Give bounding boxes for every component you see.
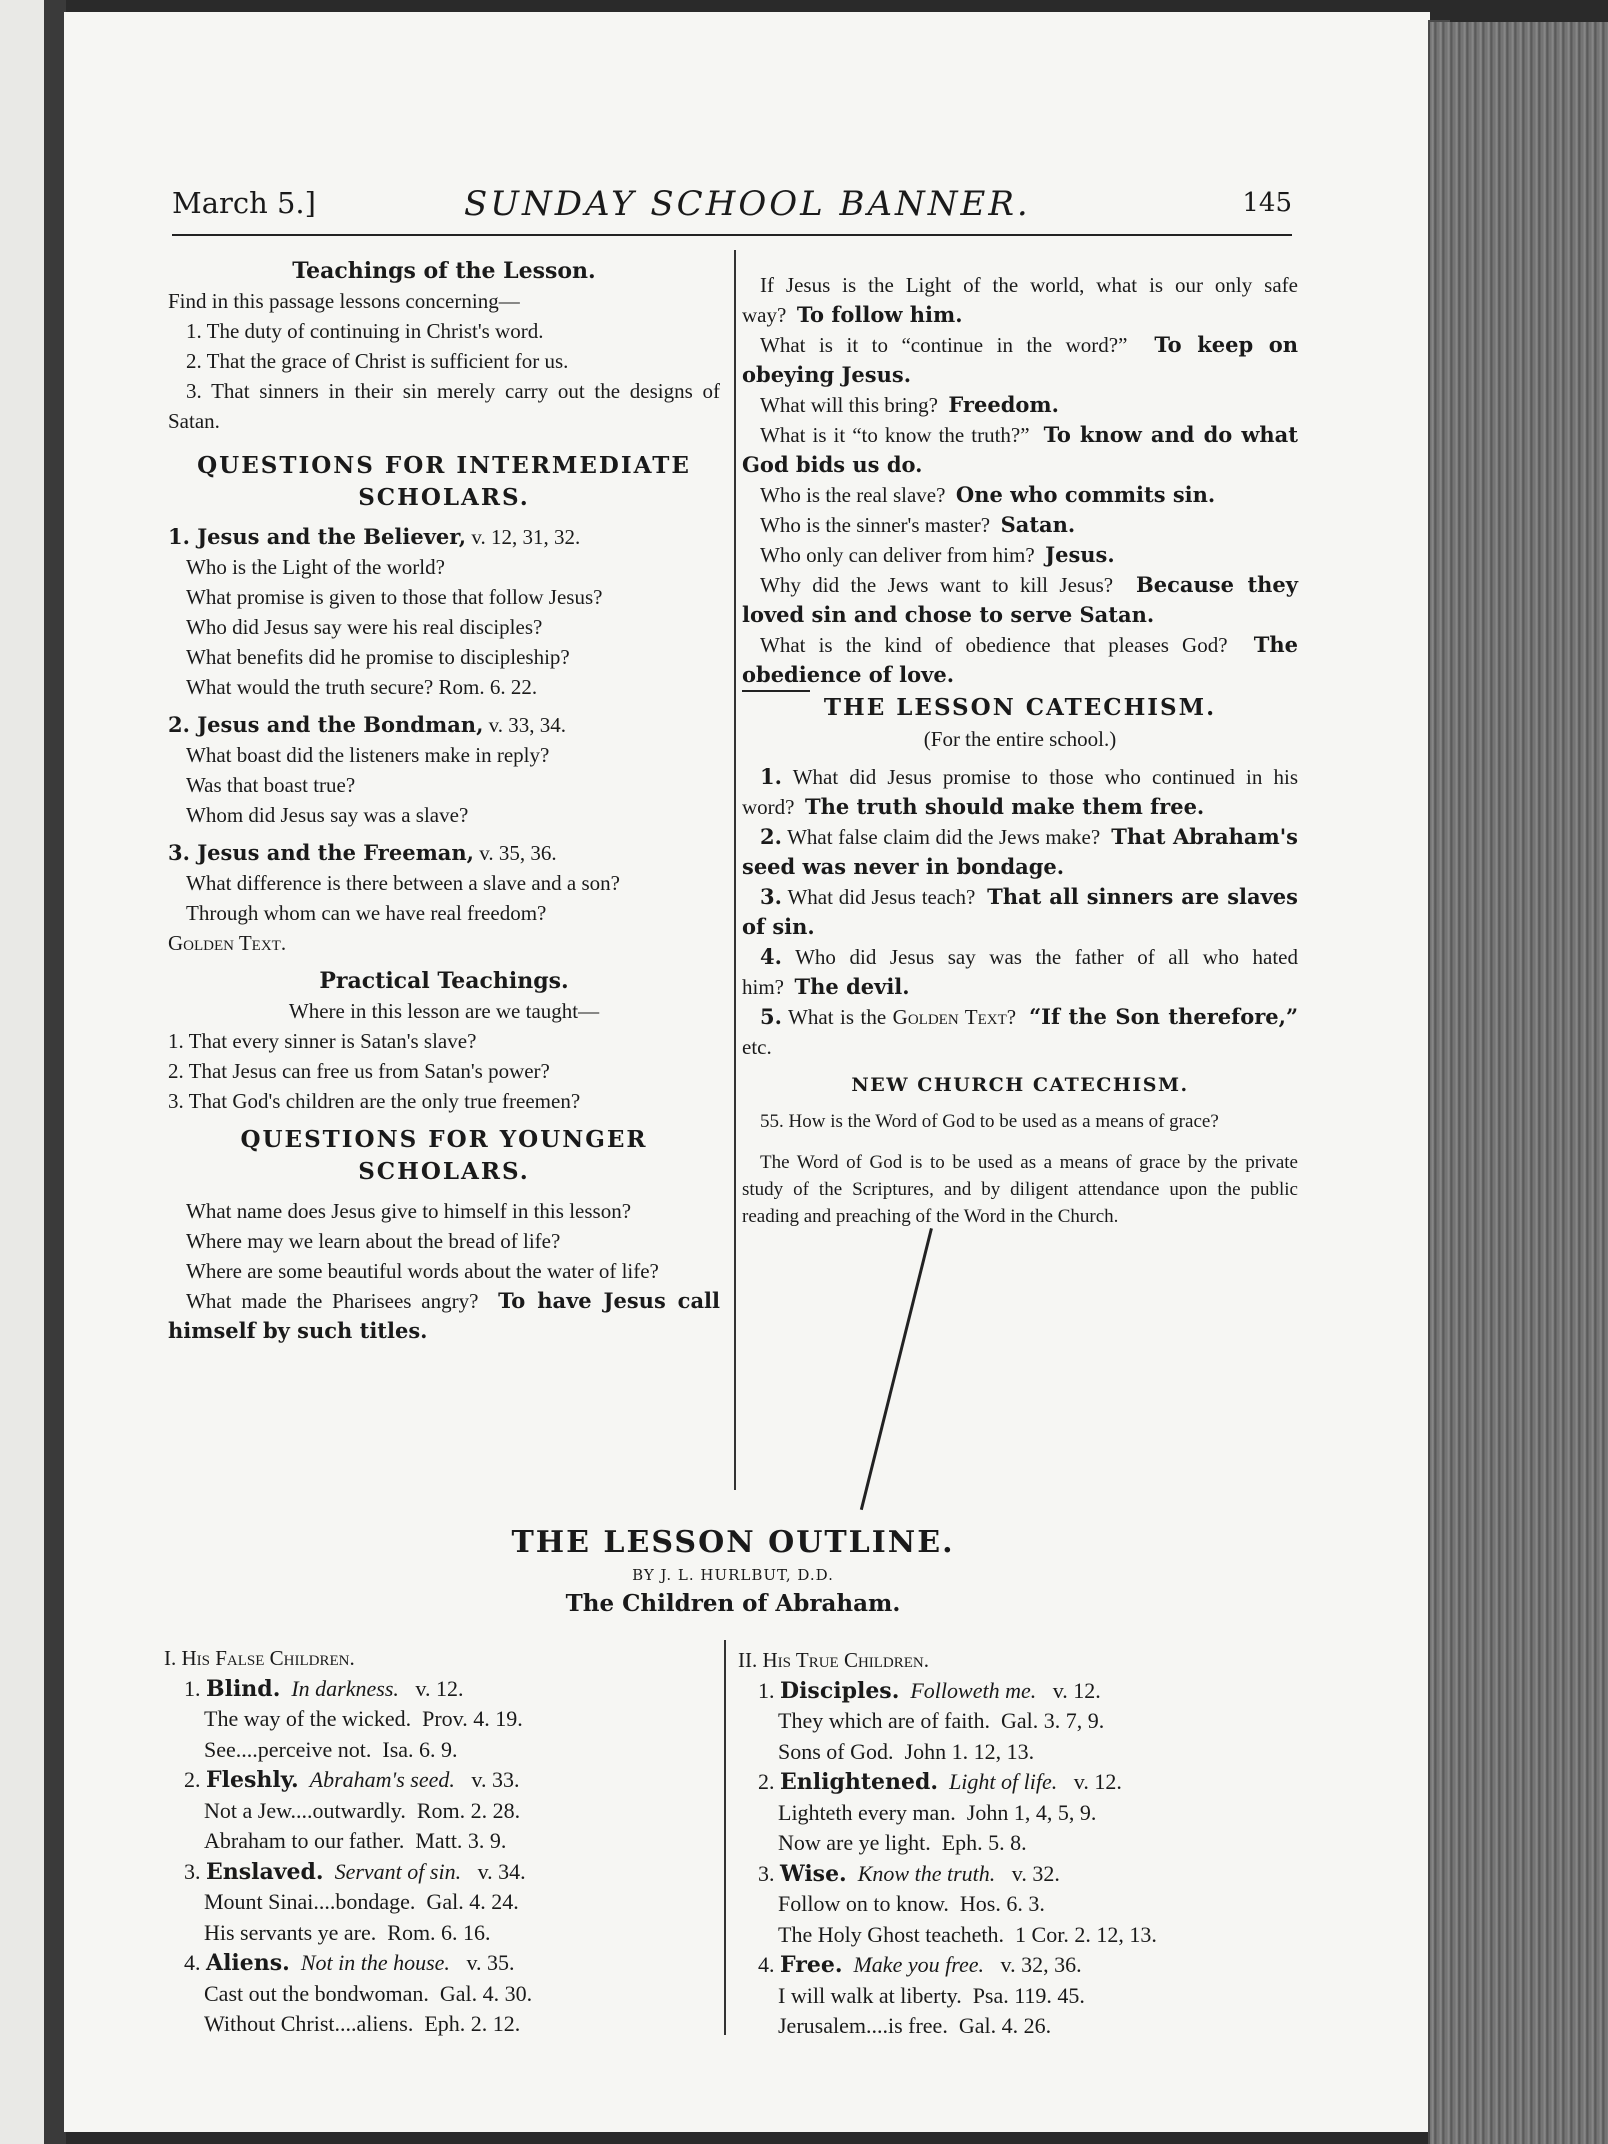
outline-entry-ref: v. 34. <box>477 1858 526 1884</box>
question: What benefits did he promise to discipleship? <box>186 645 570 669</box>
section-heading-1 <box>168 522 720 552</box>
answer-text: To keep on obeying Jesus. <box>742 332 1298 387</box>
outline-entry-name: Enlightened. <box>780 1769 939 1795</box>
outline-reference-line: Not a Jew....outwardly. Rom. 2. 28. <box>204 1797 521 1823</box>
outline-reference-line: The Holy Ghost teacheth. 1 Cor. 2. 12, 13. <box>778 1921 1157 1947</box>
outline-entry-name: Aliens. <box>206 1950 290 1976</box>
catechism-number: 3. <box>760 884 782 909</box>
outline-reference-line: See....perceive not. Isa. 6. 9. <box>204 1736 458 1762</box>
answer-text: To have Jesus call himself by such titles. <box>168 1288 721 1343</box>
question: Who did Jesus say were his real disciples? <box>186 615 543 639</box>
catechism-item <box>742 882 1298 942</box>
intermediate-questions-title: QUESTIONS FOR INTERMEDIATE SCHOLARS. <box>197 452 691 511</box>
outline-entry <box>164 1948 712 1979</box>
outline-entry-name: Enslaved. <box>206 1858 324 1885</box>
outline-entry <box>738 1676 1298 1707</box>
golden-text-ref: Golden Text. <box>168 931 287 955</box>
outline-title: THE LESSON OUTLINE. <box>511 1525 955 1560</box>
outline-entry <box>164 1857 712 1888</box>
section-reference: v. 12, 31, 32. <box>466 525 581 549</box>
outline-byline: BY J. L. HURLBUT, D.D. <box>632 1566 834 1584</box>
outline-reference-line: Cast out the bondwoman. Gal. 4. 30. <box>204 1980 533 2006</box>
question-text: Who only can deliver from him? <box>760 543 1035 567</box>
catechism-number: 4. <box>760 944 782 969</box>
left-column <box>168 256 720 1346</box>
outline-subtitle: The Children of Abraham. <box>565 1590 901 1617</box>
outline-entry-number: 2. <box>184 1767 201 1792</box>
qa-item <box>742 540 1298 570</box>
teaching-item: 3. That sinners in their sin merely carry out the designs of Satan. <box>168 379 720 433</box>
younger-questions-title: QUESTIONS FOR YOUNGER SCHOLARS. <box>240 1126 648 1185</box>
section-heading-2 <box>168 710 720 740</box>
catechism-question: What is the <box>788 1005 887 1029</box>
question: What name does Jesus give to himself in this lesson? <box>186 1199 632 1223</box>
outline-entry-gloss: Make you free. <box>853 1952 984 1977</box>
outline-entry-ref: v. 32, 36. <box>1000 1952 1082 1977</box>
catechism-question: What false claim did the Jews make? <box>787 825 1101 849</box>
answer-text: To follow him. <box>796 302 963 327</box>
catechism-answer: “If the Son therefore,” <box>1029 1004 1299 1029</box>
outline-entry-number: 4. <box>184 1950 201 1975</box>
outline-reference-line: Without Christ....aliens. Eph. 2. 12. <box>204 2011 521 2036</box>
catechism-question: What did Jesus promise to those who continued in his word? <box>742 765 1298 819</box>
question-text: Who is the sinner's master? <box>760 513 991 537</box>
outline-entry <box>738 1950 1298 1981</box>
section-heading-label: 2. Jesus and the Bondman, <box>168 712 484 737</box>
binding-gutter <box>44 0 66 2144</box>
qa-item <box>742 390 1298 420</box>
outline-entry-ref: v. 32. <box>1011 1860 1060 1886</box>
qa-item <box>742 510 1298 540</box>
catechism-answer: The devil. <box>794 974 910 999</box>
outline-entry <box>738 1859 1298 1890</box>
teachings-intro: Find in this passage lessons concerning— <box>168 289 520 313</box>
outline-reference-line: Follow on to know. Hos. 6. 3. <box>778 1891 1045 1916</box>
outline-entry-gloss: Not in the house. <box>300 1950 450 1975</box>
outline-reference-line: Lighteth every man. John 1, 4, 5, 9. <box>778 1799 1097 1825</box>
answer-text: Because they loved sin and chose to serve Satan. <box>742 572 1298 627</box>
catechism-number: 2. <box>760 824 782 849</box>
practical-teachings-title: Practical Teachings. <box>319 968 569 994</box>
header-date: March 5.] <box>172 186 316 220</box>
outline-right-heading: II. His True Children. <box>738 1648 930 1672</box>
question: Where may we learn about the bread of life? <box>186 1229 561 1253</box>
catechism-title: THE LESSON CATECHISM. <box>823 694 1217 721</box>
question-text: What is the kind of obedience that pleases God? <box>760 633 1228 657</box>
header-page-number: 145 <box>1242 188 1292 218</box>
outline-entry-number: 3. <box>758 1860 775 1886</box>
outline-reference-line: Sons of God. John 1. 12, 13. <box>778 1738 1035 1764</box>
outline-entry <box>738 1767 1298 1798</box>
outline-entry <box>164 1674 712 1705</box>
catechism-number: 5. <box>760 1004 782 1029</box>
section-heading-label: 1. Jesus and the Believer, <box>168 524 467 549</box>
question: Through whom can we have real freedom? <box>186 901 547 925</box>
new-church-catechism-title: NEW CHURCH CATECHISM. <box>851 1074 1189 1096</box>
qa-item <box>742 570 1298 630</box>
outline-entry-number: 2. <box>758 1769 775 1794</box>
outline-left-heading: I. His False Children. <box>164 1646 355 1670</box>
outline-entry-ref: v. 12. <box>1073 1769 1122 1794</box>
answer-text: The obedience of love. <box>742 632 1299 687</box>
question: What would the truth secure? Rom. 6. 22. <box>186 675 538 699</box>
qa-item <box>742 420 1298 480</box>
qa-item <box>742 330 1298 390</box>
new-catechism-question: 55. How is the Word of God to be used as a means of grace? <box>760 1111 1219 1132</box>
outline-entry-gloss: Light of life. <box>949 1769 1058 1794</box>
qa-item <box>742 270 1298 330</box>
catechism-question: What did Jesus teach? <box>787 885 976 909</box>
question: What difference is there between a slave and a son? <box>186 871 620 895</box>
outline-entry-gloss: In darkness. <box>291 1675 399 1701</box>
question-text: Why did the Jews want to kill Jesus? <box>760 573 1114 597</box>
practical-item: 1. That every sinner is Satan's slave? <box>168 1029 477 1053</box>
outline-reference-line: Abraham to our father. Matt. 3. 9. <box>204 1828 507 1853</box>
new-catechism-answer: The Word of God is to be used as a means of grace by the private study of the Scriptures, and by diligent attendance upon the public reading and preaching of the Word in the Church. <box>742 1152 1298 1227</box>
outline-left-column <box>164 1643 712 2040</box>
lesson-outline <box>164 1525 1302 2038</box>
outline-entry-ref: v. 12. <box>415 1675 464 1701</box>
question-text: Who is the real slave? <box>760 483 946 507</box>
outline-entry <box>164 1765 712 1796</box>
question: What promise is given to those that follow Jesus? <box>186 585 603 609</box>
outline-entry-name: Wise. <box>780 1860 847 1887</box>
answer-text: To know and do what God bids us do. <box>742 422 1298 477</box>
outline-entry-name: Blind. <box>206 1675 281 1702</box>
outline-entry-gloss: Know the truth. <box>857 1860 996 1886</box>
catechism-subtitle: (For the entire school.) <box>923 727 1117 751</box>
outline-reference-line: Mount Sinai....bondage. Gal. 4. 24. <box>204 1889 519 1914</box>
catechism-answer: The truth should make them free. <box>804 794 1205 819</box>
catechism-question: Who did Jesus say was the father of all who hated him? <box>742 945 1298 999</box>
outline-entry-ref: v. 35. <box>466 1950 515 1975</box>
practical-item: 2. That Jesus can free us from Satan's power? <box>168 1059 550 1083</box>
facing-page-edge <box>0 0 48 2144</box>
catechism-list <box>742 762 1298 1002</box>
qa-item <box>742 480 1298 510</box>
outline-entry-number: 3. <box>184 1858 201 1884</box>
answer-text: Satan. <box>1000 512 1076 537</box>
catechism-number: 1. <box>760 764 782 789</box>
column-rule-bottom <box>724 1640 726 2035</box>
section-heading-label: 3. Jesus and the Freeman, <box>168 840 474 865</box>
section-reference: v. 33, 34. <box>483 713 567 737</box>
outline-entry-gloss: Followeth me. <box>910 1677 1037 1703</box>
outline-entry-gloss: Abraham's seed. <box>309 1767 455 1792</box>
right-column <box>742 270 1298 1230</box>
outline-reference-line: I will walk at liberty. Psa. 119. 45. <box>778 1982 1085 2008</box>
catechism-etc: etc. <box>742 1035 772 1059</box>
outline-entry-number: 1. <box>184 1675 201 1701</box>
outline-reference-line: They which are of faith. Gal. 3. 7, 9. <box>778 1708 1105 1733</box>
outline-entry-ref: v. 12. <box>1052 1677 1101 1703</box>
catechism-answer: That Abraham's seed was never in bondage. <box>742 824 1299 879</box>
question-text: What is it to “continue in the word?” <box>760 333 1128 357</box>
question-with-answer <box>168 1286 720 1346</box>
outline-entry-gloss: Servant of sin. <box>334 1858 462 1884</box>
question: Whom did Jesus say was a slave? <box>186 803 469 827</box>
outline-entry-name: Disciples. <box>780 1677 900 1704</box>
outline-reference-line: Now are ye light. Eph. 5. 8. <box>778 1830 1027 1855</box>
page-stack-edge <box>1430 22 1608 2144</box>
question-text: What made the Pharisees angry? <box>186 1289 479 1313</box>
header-title: SUNDAY SCHOOL BANNER. <box>464 184 1031 224</box>
question-text: What will this bring? <box>760 393 938 417</box>
outline-right-column <box>738 1645 1298 2042</box>
running-header <box>172 184 1292 236</box>
catechism-item <box>742 942 1298 1002</box>
answer-text: Jesus. <box>1045 542 1115 567</box>
outline-entry-number: 4. <box>758 1952 775 1977</box>
catechism-answer: That all sinners are slaves of sin. <box>742 884 1298 939</box>
teaching-item: 2. That the grace of Christ is sufficient for us. <box>186 349 569 373</box>
section-heading-3 <box>168 838 720 868</box>
outline-reference-line: Jerusalem....is free. Gal. 4. 26. <box>778 2013 1052 2038</box>
catechism-item <box>742 762 1298 822</box>
question: What boast did the listeners make in reply? <box>186 743 550 767</box>
teaching-item: 1. The duty of continuing in Christ's word. <box>186 319 544 343</box>
teachings-title: Teachings of the Lesson. <box>292 258 596 284</box>
outline-entry-name: Free. <box>780 1952 843 1978</box>
question: Where are some beautiful words about the water of life? <box>186 1259 659 1283</box>
outline-reference-line: The way of the wicked. Prov. 4. 19. <box>204 1706 523 1731</box>
question: Was that boast true? <box>186 773 356 797</box>
answer-text: Freedom. <box>948 392 1059 417</box>
answer-text: One who commits sin. <box>955 482 1216 507</box>
practical-item: 3. That God's children are the only true freemen? <box>168 1089 581 1113</box>
qa-item <box>742 630 1298 690</box>
outline-entry-name: Fleshly. <box>206 1767 299 1793</box>
qa-list <box>742 270 1298 690</box>
question: Who is the Light of the world? <box>186 555 445 579</box>
outline-entry-ref: v. 33. <box>471 1767 520 1792</box>
column-rule-top <box>734 250 736 1490</box>
practical-intro: Where in this lesson are we taught— <box>288 999 600 1023</box>
question-text: What is it “to know the truth?” <box>760 423 1030 447</box>
outline-entry-number: 1. <box>758 1677 775 1703</box>
catechism-item <box>742 822 1298 882</box>
question-text: If Jesus is the Light of the world, what is our only safe way? <box>742 273 1298 327</box>
section-reference: v. 35, 36. <box>474 841 557 865</box>
golden-text-ref: Golden Text? <box>892 1005 1017 1029</box>
outline-reference-line: His servants ye are. Rom. 6. 16. <box>204 1919 491 1945</box>
catechism-item-5 <box>742 1002 1298 1062</box>
